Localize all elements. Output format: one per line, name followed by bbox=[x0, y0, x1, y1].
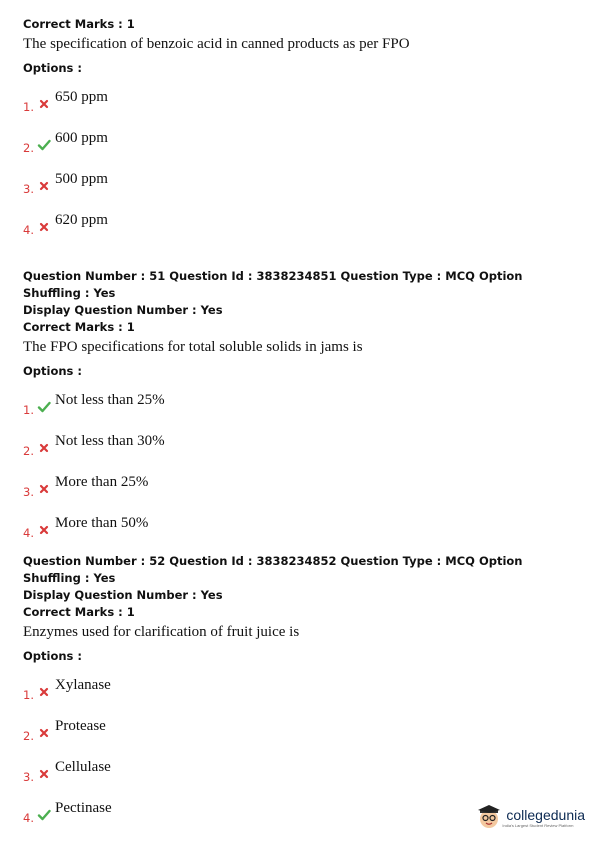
mascot-icon bbox=[476, 804, 502, 830]
option-item bbox=[23, 425, 583, 466]
option-item bbox=[23, 751, 583, 792]
option-number: 1. bbox=[23, 402, 34, 417]
question-text: The FPO specifications for total soluble solids in jams is bbox=[23, 339, 363, 355]
option-text: Cellulase bbox=[55, 759, 111, 775]
options-label: Options : bbox=[23, 364, 82, 378]
option-item bbox=[23, 204, 578, 245]
option-number: 1. bbox=[23, 99, 34, 114]
collegedunia-logo bbox=[476, 804, 585, 830]
option-text: More than 25% bbox=[55, 474, 149, 490]
option-item bbox=[23, 163, 578, 204]
correct-marks: Correct Marks : 1 bbox=[23, 605, 135, 619]
options-list bbox=[23, 81, 578, 245]
option-number: 2. bbox=[23, 140, 34, 155]
option-number: 3. bbox=[23, 769, 34, 784]
option-item bbox=[23, 81, 578, 122]
check-icon bbox=[37, 138, 51, 152]
option-text: Protease bbox=[55, 718, 106, 734]
option-number: 2. bbox=[23, 728, 34, 743]
question-header: Question Number : 51 Question Id : 3838234851 Question Type : MCQ Option Shuffling : Yes bbox=[23, 269, 523, 300]
option-text: Xylanase bbox=[55, 677, 111, 693]
option-number: 4. bbox=[23, 810, 34, 825]
option-text: Not less than 30% bbox=[55, 433, 165, 449]
check-icon bbox=[37, 400, 51, 414]
option-text: Not less than 25% bbox=[55, 392, 165, 408]
option-item bbox=[23, 710, 583, 751]
option-number: 1. bbox=[23, 687, 34, 702]
logo-name: collegedunia bbox=[506, 806, 585, 823]
option-item bbox=[23, 466, 583, 507]
option-text: 650 ppm bbox=[55, 89, 108, 105]
cross-icon bbox=[37, 179, 51, 193]
option-text: 620 ppm bbox=[55, 212, 108, 228]
option-number: 2. bbox=[23, 443, 34, 458]
option-text: Pectinase bbox=[55, 800, 112, 816]
option-item bbox=[23, 122, 578, 163]
question-block-1 bbox=[23, 16, 578, 245]
option-text: More than 50% bbox=[55, 515, 149, 531]
option-number: 4. bbox=[23, 222, 34, 237]
option-number: 4. bbox=[23, 525, 34, 540]
display-question-number: Display Question Number : Yes bbox=[23, 588, 223, 602]
check-icon bbox=[37, 808, 51, 822]
cross-icon bbox=[37, 441, 51, 455]
option-item bbox=[23, 669, 583, 710]
logo-tagline: India's Largest Student Review Platform bbox=[502, 822, 574, 828]
cross-icon bbox=[37, 726, 51, 740]
option-number: 3. bbox=[23, 181, 34, 196]
option-item bbox=[23, 384, 583, 425]
options-label: Options : bbox=[23, 61, 82, 75]
display-question-number: Display Question Number : Yes bbox=[23, 303, 223, 317]
option-text: 500 ppm bbox=[55, 171, 108, 187]
question-header: Question Number : 52 Question Id : 3838234852 Question Type : MCQ Option Shuffling : Yes bbox=[23, 554, 523, 585]
correct-marks: Correct Marks : 1 bbox=[23, 320, 135, 334]
options-list bbox=[23, 384, 583, 548]
cross-icon bbox=[37, 482, 51, 496]
cross-icon bbox=[37, 523, 51, 537]
cross-icon bbox=[37, 220, 51, 234]
question-text: The specification of benzoic acid in canned products as per FPO bbox=[23, 36, 410, 52]
option-item bbox=[23, 507, 583, 548]
cross-icon bbox=[37, 767, 51, 781]
cross-icon bbox=[37, 97, 51, 111]
options-label: Options : bbox=[23, 649, 82, 663]
cross-icon bbox=[37, 685, 51, 699]
question-block-52 bbox=[23, 553, 583, 833]
correct-marks: Correct Marks : 1 bbox=[23, 17, 135, 31]
option-number: 3. bbox=[23, 484, 34, 499]
question-text: Enzymes used for clarification of fruit juice is bbox=[23, 624, 300, 640]
option-text: 600 ppm bbox=[55, 130, 108, 146]
question-block-51 bbox=[23, 268, 583, 548]
